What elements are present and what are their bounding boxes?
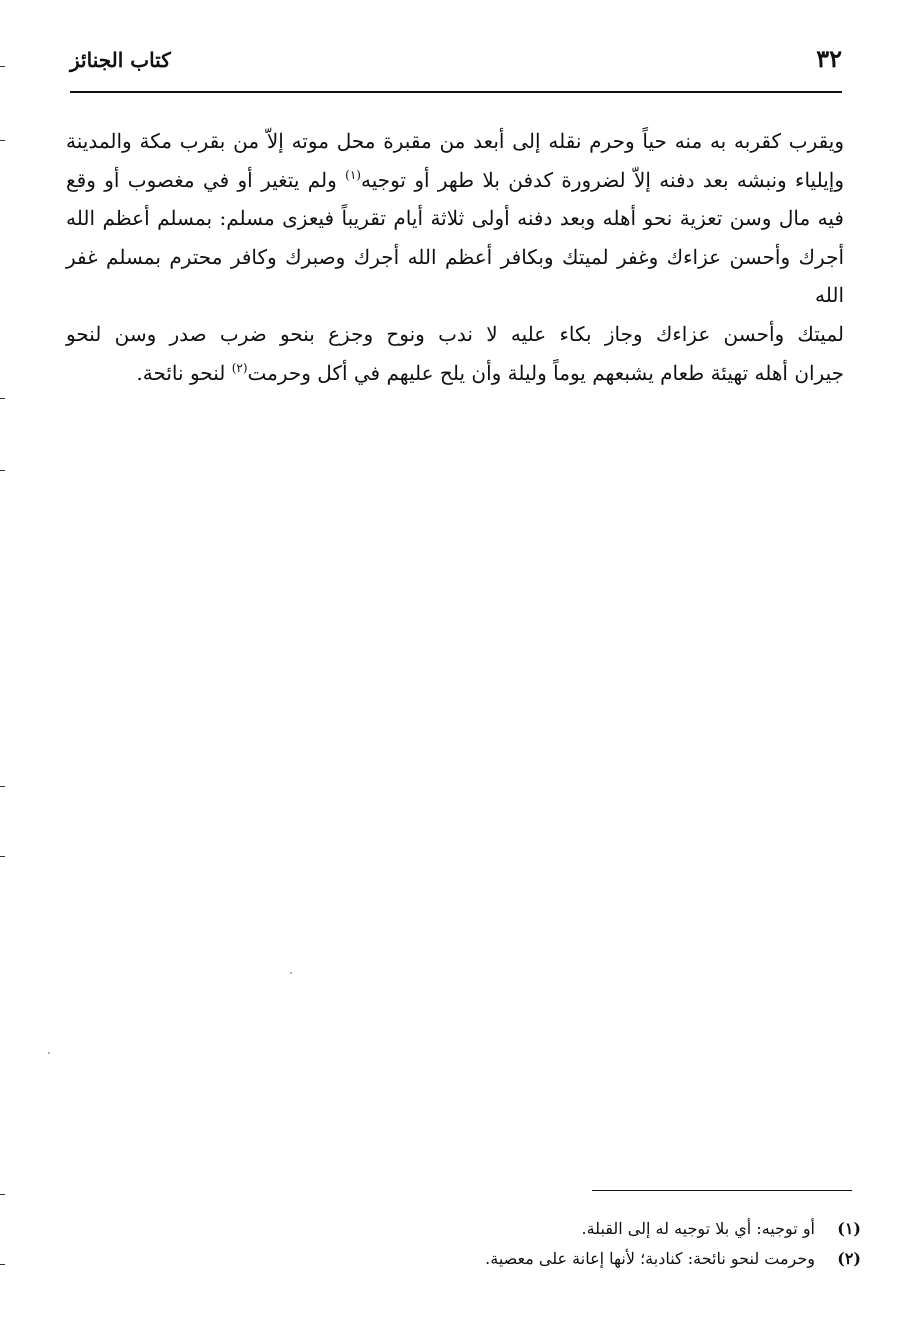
footnote-ref-1[interactable]: (١) [345, 167, 361, 182]
footnote-2 [61, 1244, 861, 1274]
scan-margin-mark [0, 398, 5, 399]
footnote-rule [592, 1190, 852, 1191]
chapter-title: كتاب الجنائز [70, 48, 171, 72]
scan-margin-mark [0, 140, 5, 141]
text-line-6 [66, 354, 844, 393]
scan-margin-mark [0, 856, 5, 857]
text-line-3: فيه مال وسن تعزية نحو أهله وبعد دفنه أولى ثلاثة أيام تقريباً فيعزى مسلم: بمسلم أعظم الله [66, 206, 844, 231]
scan-margin-mark [0, 1264, 5, 1265]
paragraph [66, 122, 844, 392]
text-line-1: ويقرب كقربه به منه حياً وحرم نقله إلى أبعد من مقبرة محل موته إلاّ من بقرب مكة والمدينة [66, 129, 845, 153]
page-number: ٣٢ [816, 44, 842, 73]
scan-speck [48, 1052, 50, 1054]
scan-speck [290, 972, 292, 974]
footnote-text: وحرمت لنحو نائحة: كنادبة؛ لأنها إعانة على معصية. [485, 1249, 815, 1268]
header-rule [70, 91, 842, 93]
footnote-1 [61, 1214, 861, 1244]
text-line-4: أجرك وأحسن عزاءك وغفر لميتك وبكافر أعظم الله أجرك وصبرك وكافر محترم بمسلم غفر الله [66, 244, 844, 308]
text-line-5: لميتك وأحسن عزاءك وجاز بكاء عليه لا ندب ونوح وجزع بنحو ضرب صدر وسن لنحو [66, 321, 844, 346]
scan-margin-mark [0, 1194, 5, 1195]
footnotes [61, 1214, 861, 1274]
text-line-2 [66, 161, 844, 200]
footnote-number: (٢) [837, 1249, 861, 1268]
scan-margin-mark [0, 470, 5, 471]
text-line-2-part-b: ولم يتغير أو في مغصوب أو وقع [66, 167, 346, 192]
scan-margin-mark [0, 66, 5, 67]
text-line-6-part-b: لنحو نائحة. [136, 360, 232, 385]
footnote-number: (١) [837, 1219, 861, 1238]
page-header [70, 44, 842, 94]
scan-margin-mark [0, 786, 5, 787]
text-line-2-part-a: وإيلياء ونبشه بعد دفنه إلاّ لضرورة كدفن بلا طهر أو توجيه [360, 167, 844, 192]
text-line-6-part-a: جيران أهله تهيئة طعام يشبعهم يوماً وليلة وأن يلح عليهم في أكل وحرمت [247, 360, 844, 385]
footnote-ref-2[interactable]: (٢) [231, 360, 248, 375]
main-text [66, 122, 844, 392]
footnote-text: أو توجيه: أي بلا توجيه له إلى القبلة. [581, 1219, 815, 1238]
